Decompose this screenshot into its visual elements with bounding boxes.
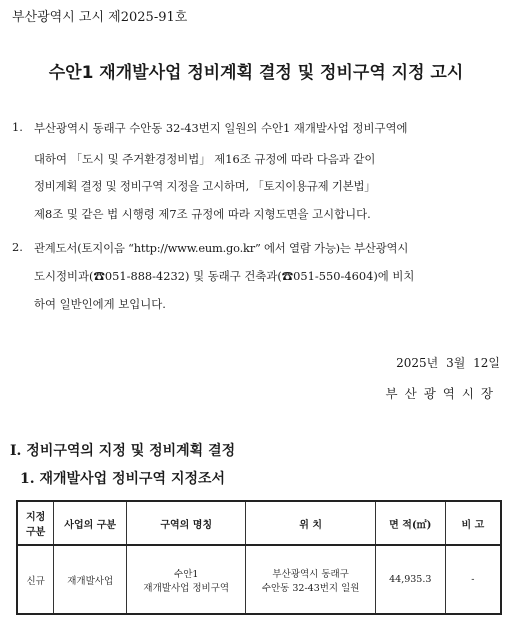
section-heading: I. 정비구역의 지정 및 정비계획 결정 xyxy=(10,443,236,459)
item-line: 제8조 및 같은 법 시행령 제7조 규정에 따라 지형도면을 고시합니다. xyxy=(34,207,371,221)
item-line: 하여 일반인에게 보입니다. xyxy=(34,297,166,311)
column-header: 구역의 명칭 xyxy=(127,501,246,545)
notice-item-2 xyxy=(12,240,502,320)
item-number: 1. xyxy=(12,120,23,134)
table-header-row xyxy=(17,501,501,545)
cell-line: 재개발사업 정비구역 xyxy=(143,582,230,594)
signer: 부산광역시장 xyxy=(385,386,500,401)
table-row xyxy=(17,545,501,614)
cell-line: 수안동 32-43번지 일원 xyxy=(261,582,360,594)
table-cell xyxy=(246,545,375,614)
item-line: 정비계획 결정 및 정비구역 지정을 고시하며, 「토지이용규제 기본법」 xyxy=(34,179,376,193)
table-cell: 신규 xyxy=(17,545,54,614)
item-line: 관계도서(토지이음 “http://www.eum.go.kr” 에서 열람 가능)는 부산광역시 xyxy=(34,241,409,255)
cell-line: 수안1 xyxy=(174,568,199,580)
table-cell xyxy=(127,545,246,614)
notice-number: 부산광역시 고시 제2025-91호 xyxy=(12,10,188,25)
page-title: 수안1 재개발사업 정비계획 결정 및 정비구역 지정 고시 xyxy=(48,63,464,83)
column-header: 위 치 xyxy=(246,501,375,545)
cell-line: 부산광역시 동래구 xyxy=(272,568,349,580)
column-header: 사업의 구분 xyxy=(54,501,127,545)
table-cell: 44,935.3 xyxy=(375,545,445,614)
column-header: 비 고 xyxy=(445,501,501,545)
column-header xyxy=(17,501,54,545)
item-line: 대하여 「도시 및 주거환경정비법」 제16조 규정에 따라 다음과 같이 xyxy=(34,152,376,166)
table-cell: - xyxy=(445,545,501,614)
notice-date: 2025년 3월 12일 xyxy=(396,356,500,370)
header-line: 구분 xyxy=(26,527,46,538)
column-header: 면 적(㎡) xyxy=(375,501,445,545)
notice-item-1 xyxy=(12,120,502,220)
item-line: 부산광역시 동래구 수안동 32-43번지 일원의 수안1 재개발사업 정비구역에 xyxy=(34,121,408,135)
table-cell: 재개발사업 xyxy=(54,545,127,614)
header-line: 지정 xyxy=(26,512,46,523)
item-number: 2. xyxy=(12,240,23,254)
item-line: 도시정비과(☎051-888-4232) 및 동래구 건축과(☎051-550-4604)에 비치 xyxy=(34,269,415,283)
designation-table xyxy=(16,500,502,615)
subsection-heading: 1. 재개발사업 정비구역 지정조서 xyxy=(20,471,226,487)
